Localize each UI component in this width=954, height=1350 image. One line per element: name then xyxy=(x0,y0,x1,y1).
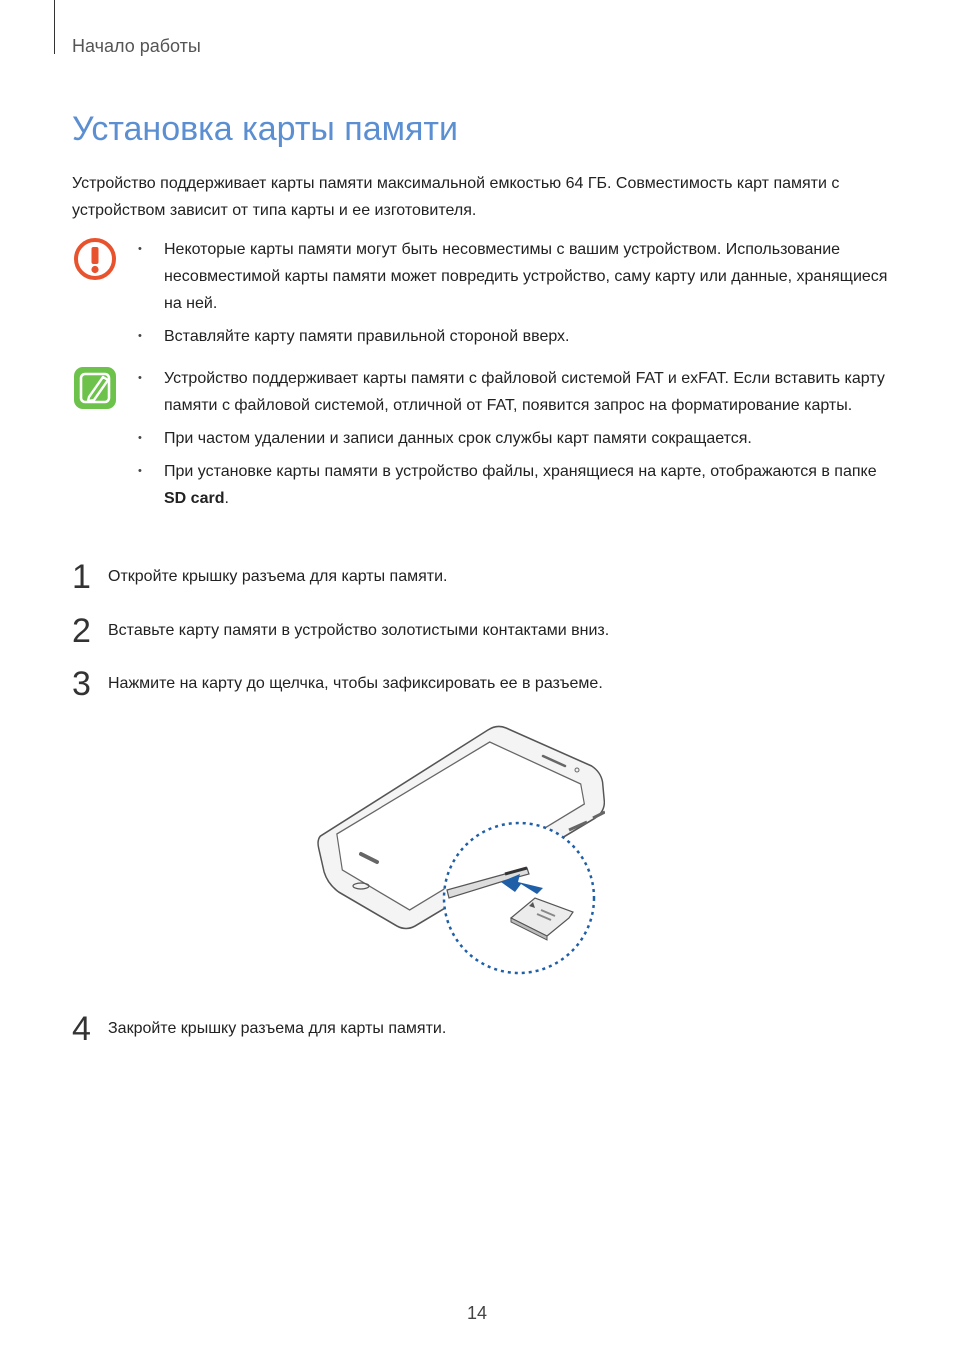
note-item-text: При установке карты памяти в устройство файлы, хранящиеся на карте, отображаются в папке xyxy=(164,463,877,480)
step-number: 4 xyxy=(72,1010,91,1048)
note-item-end: . xyxy=(224,490,229,507)
step-text: Откройте крышку разъема для карты памяти. xyxy=(108,568,448,585)
page-number: 14 xyxy=(466,1303,488,1323)
note-item xyxy=(138,458,888,512)
zoom-circle xyxy=(444,823,594,973)
section-header: Начало работы xyxy=(72,36,201,56)
step-2 xyxy=(72,612,892,658)
page-title: Установка карты памяти xyxy=(72,110,458,148)
step-number: 2 xyxy=(72,612,91,650)
note-item: • При частом удалении и записи данных срок службы карт памяти сокращается. xyxy=(138,425,888,452)
step-text: Вставьте карту памяти в устройство золотистыми контактами вниз. xyxy=(108,622,610,639)
step-text: Закройте крышку разъема для карты памяти. xyxy=(108,1020,447,1037)
note-list xyxy=(138,365,888,518)
tablet-sd-card-illustration xyxy=(315,722,605,977)
caution-list xyxy=(138,236,888,356)
step-number: 3 xyxy=(72,665,91,703)
caution-item: • Вставляйте карту памяти правильной стороной вверх. xyxy=(138,323,888,350)
margin-rule xyxy=(54,0,55,54)
sd-card-folder: SD card xyxy=(164,490,225,507)
caution-icon xyxy=(72,236,118,282)
step-1 xyxy=(72,558,892,604)
caution-item: • Некоторые карты памяти могут быть несовместимы с вашим устройством. Использование несовместимой карты памяти может повредить устройство, саму карту или данные, хранящиеся на ней. xyxy=(138,236,888,317)
note-item: • Устройство поддерживает карты памяти с файловой системой FAT и exFAT. Если вставить карту памяти с файловой системой, отличной от FAT, появится запрос на форматирование карты. xyxy=(138,365,888,419)
step-4 xyxy=(72,1010,892,1056)
step-3 xyxy=(72,665,892,711)
step-text: Нажмите на карту до щелчка, чтобы зафиксировать ее в разъеме. xyxy=(108,675,603,692)
intro-paragraph: Устройство поддерживает карты памяти максимальной емкостью 64 ГБ. Совместимость карт памяти с устройством зависит от типа карты и ее изготовителя. xyxy=(72,175,840,219)
step-number: 1 xyxy=(72,558,91,596)
note-icon xyxy=(72,365,118,411)
